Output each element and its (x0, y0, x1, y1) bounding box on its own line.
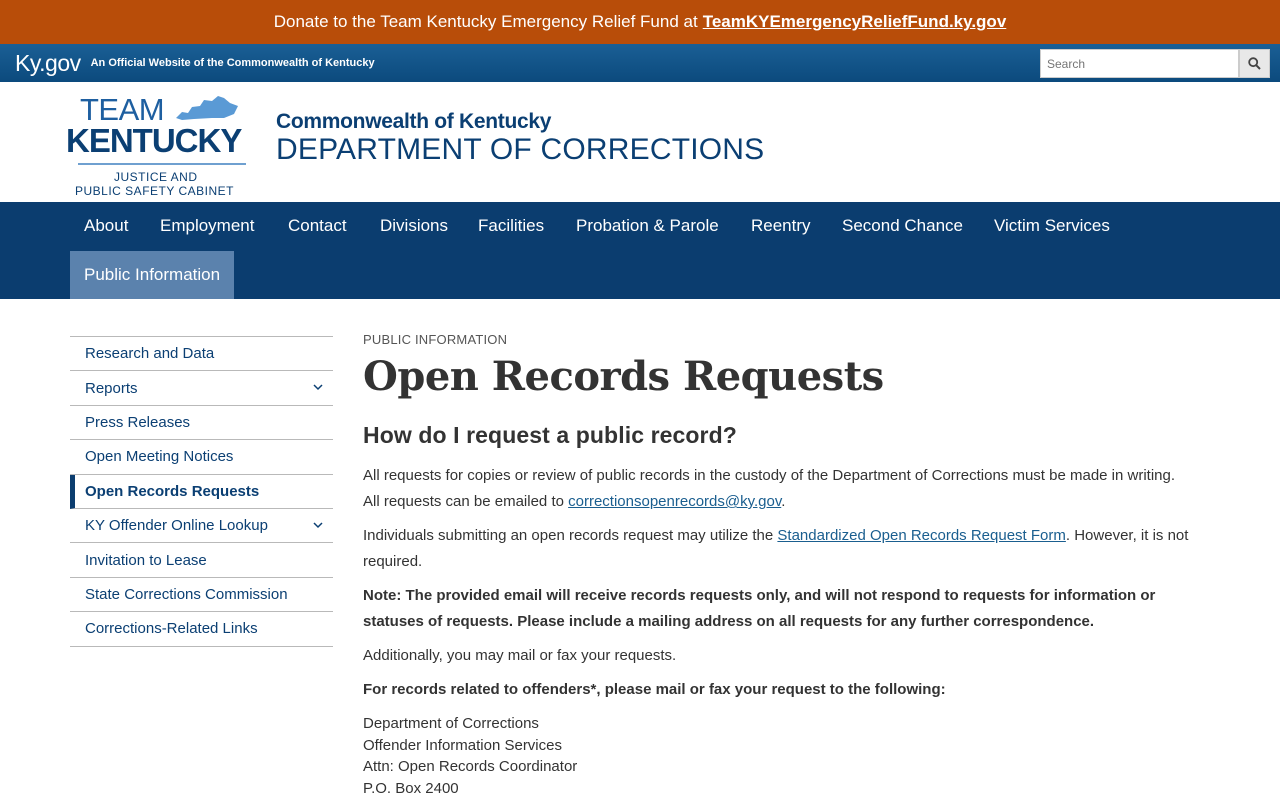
sidebar-item-corrections-related-links[interactable] (70, 612, 333, 646)
paragraph-end: . (781, 493, 786, 510)
section-heading: How do I request a public record? (363, 422, 737, 448)
kygov-logo[interactable]: Ky.gov (15, 49, 81, 76)
nav-public-information[interactable]: Public Information (70, 251, 234, 299)
main-content (363, 332, 1193, 799)
donate-banner (0, 0, 1280, 44)
nav-second-chance[interactable]: Second Chance (842, 216, 963, 235)
sidebar-item-label: Open Records Requests (85, 482, 260, 500)
site-title[interactable]: DEPARTMENT OF CORRECTIONS (276, 133, 765, 166)
sidebar-item-label: Open Meeting Notices (85, 448, 234, 466)
sidebar-item-open-meeting-notices[interactable] (70, 440, 333, 474)
email-link[interactable]: correctionsopenrecords@ky.gov (568, 493, 782, 510)
address-line: Department of Corrections (363, 715, 539, 732)
kygov-bar (0, 44, 1280, 82)
site-subtitle[interactable]: Commonwealth of Kentucky (276, 110, 552, 133)
mailing-address (363, 713, 1193, 799)
main-nav (0, 202, 1280, 299)
kentucky-state-icon (174, 94, 240, 122)
nav-victim-services[interactable]: Victim Services (994, 216, 1110, 235)
sidebar-item-offender-lookup[interactable] (70, 509, 333, 543)
sidebar-item-label: Research and Data (85, 345, 215, 363)
nav-facilities[interactable]: Facilities (478, 216, 545, 235)
nav-probation-parole[interactable]: Probation & Parole (576, 216, 719, 235)
paragraph-end: . However, it is not required. (363, 527, 1189, 570)
search-button[interactable] (1239, 49, 1270, 78)
address-line: Attn: Open Records Coordinator (363, 758, 578, 775)
nav-reentry[interactable]: Reentry (751, 216, 811, 235)
page-title: Open Records Requests (363, 353, 884, 400)
kygov-tagline: An Official Website of the Commonwealth of Kentucky (90, 57, 375, 69)
logo-team-text: TEAM (80, 92, 165, 127)
nav-divisions[interactable]: Divisions (380, 216, 449, 235)
paragraph-email (363, 463, 1193, 515)
nav-contact[interactable]: Contact (288, 216, 347, 235)
sidebar-item-label: Press Releases (85, 413, 191, 431)
paragraph-form (363, 523, 1193, 575)
chevron-down-icon[interactable] (311, 380, 325, 394)
paragraph-text: All requests for copies or review of public records in the custody of the Department of Corrections must be made in writing. All requests can be emailed to (363, 467, 1176, 510)
nav-about[interactable]: About (84, 216, 129, 235)
sidebar-item-invitation-to-lease[interactable] (70, 543, 333, 577)
site-header (0, 82, 1280, 202)
note-paragraph: Note: The provided email will receive records requests only, and will not respond to requests for information or statuses of requests. Please include a mailing address on all requests for any further correspondence. (363, 587, 1156, 630)
sidebar-item-press-releases[interactable] (70, 406, 333, 440)
search-icon (1248, 57, 1261, 70)
chevron-down-icon[interactable] (311, 518, 325, 532)
sidebar-item-label: Invitation to Lease (85, 551, 207, 569)
nav-employment[interactable]: Employment (160, 216, 255, 235)
donate-text: Donate to the Team Kentucky Emergency Relief Fund at (273, 12, 698, 31)
request-form-link[interactable]: Standardized Open Records Request Form (777, 527, 1066, 544)
sidebar-item-state-corrections-commission[interactable] (70, 578, 333, 612)
sidebar-nav (70, 336, 333, 647)
sidebar-item-label: State Corrections Commission (85, 585, 288, 603)
sidebar-item-label: Reports (85, 379, 138, 397)
sidebar-item-label: Corrections-Related Links (85, 620, 258, 638)
logo-sub2: PUBLIC SAFETY CABINET (75, 184, 234, 198)
sidebar-item-label: KY Offender Online Lookup (85, 517, 268, 535)
search-box (1040, 49, 1270, 78)
offenders-paragraph: For records related to offenders*, please mail or fax your request to the following: (363, 681, 946, 698)
team-kentucky-logo[interactable] (66, 92, 258, 198)
address-line: Offender Information Services (363, 736, 562, 754)
logo-kentucky-text: KENTUCKY (66, 122, 242, 159)
donate-link[interactable]: TeamKYEmergencyReliefFund.ky.gov (702, 12, 1007, 31)
paragraph-text: Individuals submitting an open records request may utilize the (363, 527, 774, 544)
sidebar-item-research-data[interactable] (70, 337, 333, 371)
logo-sub1: JUSTICE AND (114, 170, 198, 184)
mail-fax-paragraph: Additionally, you may mail or fax your requests. (363, 647, 677, 664)
search-input[interactable] (1040, 49, 1239, 78)
address-line: P.O. Box 2400 (363, 779, 459, 797)
breadcrumb[interactable]: PUBLIC INFORMATION (363, 332, 508, 347)
sidebar-item-reports[interactable] (70, 371, 333, 405)
sidebar-item-open-records-requests[interactable] (70, 475, 333, 509)
logo-divider (78, 163, 246, 165)
